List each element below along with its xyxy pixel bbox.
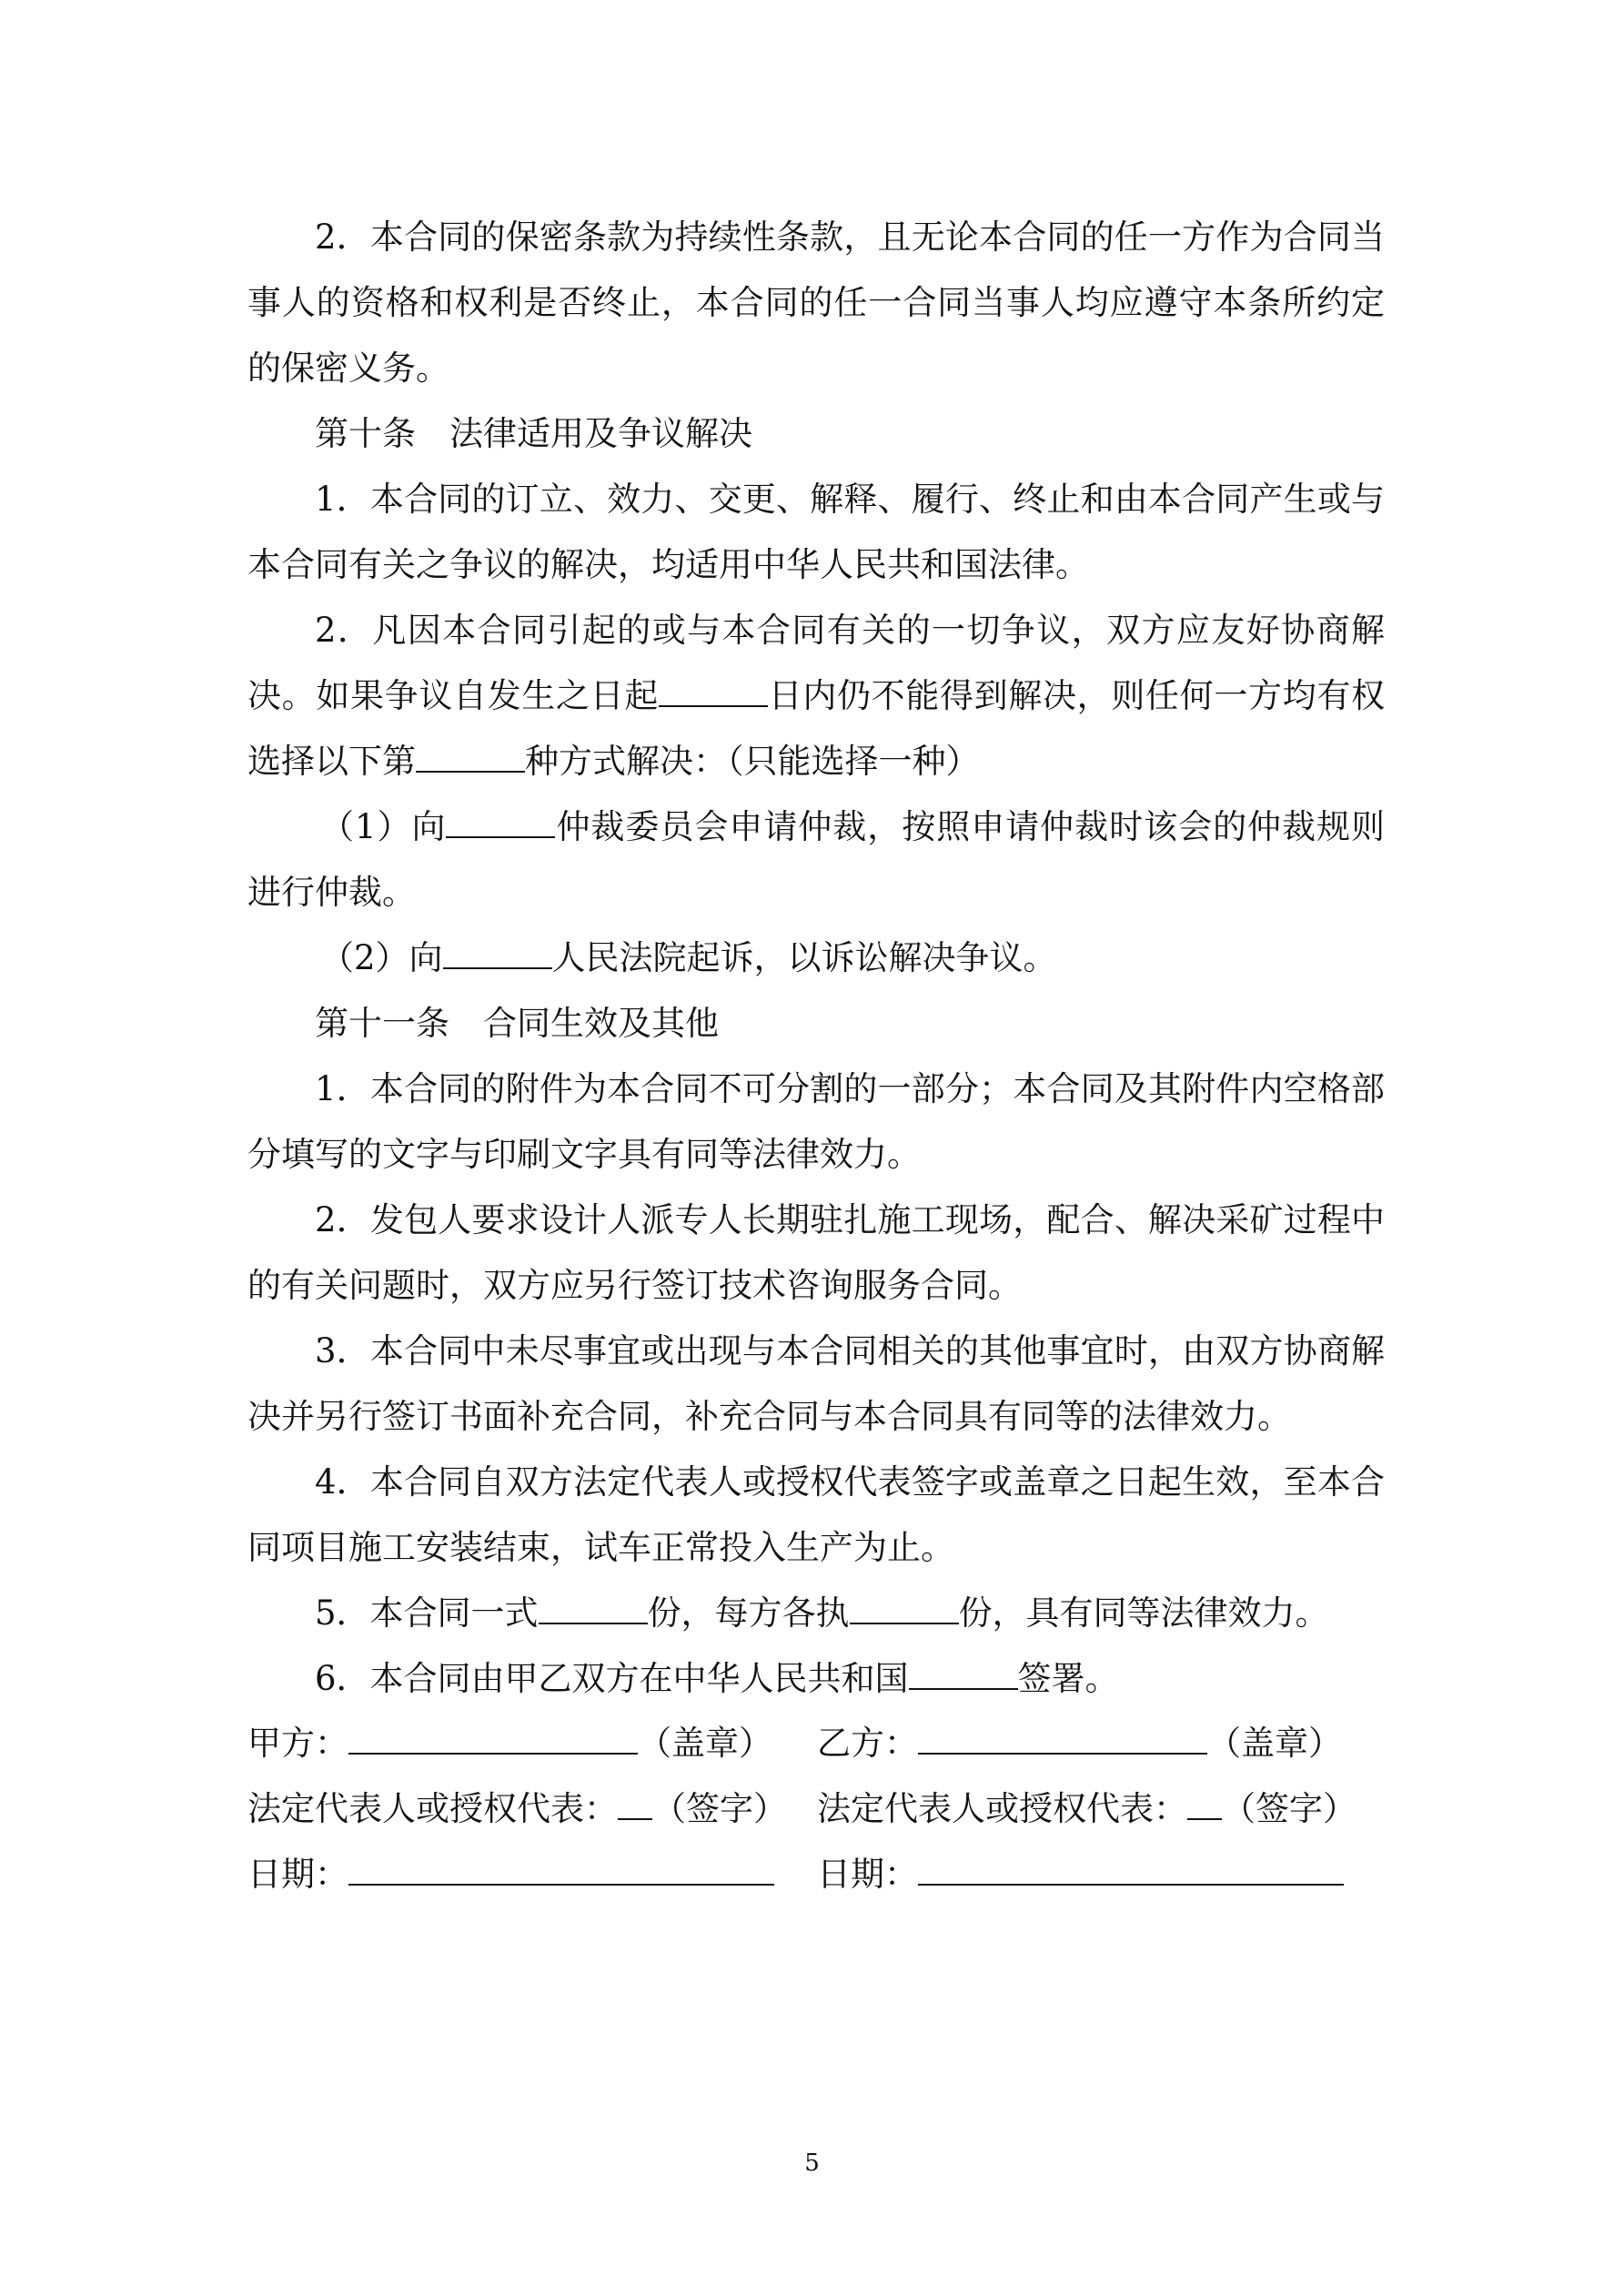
sign-label: （签字） — [652, 1789, 787, 1828]
option-litigation — [247, 925, 1385, 991]
blank-copies-each[interactable] — [850, 1595, 959, 1624]
party-b-label: 乙方： — [817, 1724, 918, 1763]
clause-text: 5．本合同一式 — [315, 1593, 539, 1633]
representative-label: 法定代表人或授权代表： — [817, 1789, 1187, 1828]
clause-text: 签署。 — [1017, 1659, 1119, 1698]
confidentiality-clause-2: 2．本合同的保密条款为持续性条款，且无论本合同的任一方作为合同当事人的资格和权利是否终止，本合同的任一合同当事人均应遵守本条所约定的保密义务。 — [247, 217, 1385, 388]
article-10-clause-2 — [247, 598, 1385, 794]
article-11-clause-1: 1．本合同的附件为本合同不可分割的一部分；本合同及其附件内空格部分填写的文字与印刷文字具有同等法律效力。 — [247, 1069, 1385, 1174]
party-b-field[interactable] — [918, 1725, 1207, 1755]
blank-sign-place[interactable] — [909, 1661, 1018, 1690]
party-a-signature-field[interactable] — [618, 1791, 652, 1820]
article-11-clause-5 — [247, 1581, 1385, 1646]
article-11-clause-3: 3．本合同中未尽事宜或出现与本合同相关的其他事宜时，由双方协商解决并另行签订书面补充合同，补充合同与本合同具有同等的法律效力。 — [247, 1331, 1385, 1436]
date-row — [247, 1842, 1385, 1907]
party-a — [247, 1711, 772, 1776]
article-11-clause-2: 2．发包人要求设计人派专人长期驻扎施工现场，配合、解决采矿过程中的有关问题时，双方应另行签订技术咨询服务合同。 — [247, 1200, 1385, 1305]
party-b-signature-field[interactable] — [1187, 1791, 1222, 1820]
party-b-representative — [817, 1776, 1357, 1842]
article-11-clause-6 — [247, 1646, 1385, 1712]
party-b-date — [817, 1842, 1344, 1907]
clause-text: 份，每方各执 — [647, 1593, 850, 1633]
party-a-label: 甲方： — [247, 1724, 348, 1763]
article-10-heading: 第十条 法律适用及争议解决 — [315, 414, 752, 453]
blank-days[interactable] — [659, 678, 768, 707]
signature-block — [247, 1711, 1385, 1907]
article-11-heading: 第十一条 合同生效及其他 — [315, 1004, 719, 1043]
blank-arbitration-body[interactable] — [446, 809, 555, 838]
date-label: 日期： — [817, 1855, 918, 1894]
party-a-date — [247, 1842, 774, 1907]
representative-row — [247, 1776, 1385, 1842]
option-text: （1）向 — [320, 807, 447, 846]
clause-text: 日内仍不能得到解决，则任何一方均有权选择以下第 — [247, 676, 1385, 781]
option-text: （2）向 — [320, 938, 443, 977]
contract-body — [247, 205, 1385, 1712]
option-text: 人民法院起诉，以诉讼解决争议。 — [551, 938, 1057, 977]
article-10-clause-1: 1．本合同的订立、效力、交更、解释、履行、终止和由本合同产生或与本合同有关之争议的解决，均适用中华人民共和国法律。 — [247, 480, 1385, 584]
page-number: 5 — [804, 2149, 820, 2177]
clause-text: 种方式解决：（只能选择一种） — [525, 742, 980, 781]
party-b-date-field[interactable] — [918, 1856, 1344, 1886]
clause-text: 份，具有同等法律效力。 — [958, 1593, 1329, 1633]
party-row — [247, 1711, 1385, 1776]
article-11-clause-4: 4．本合同自双方法定代表人或授权代表签字或盖章之日起生效，至本合同项目施工安装结束，试车正常投入生产为止。 — [247, 1462, 1385, 1567]
party-b — [817, 1711, 1342, 1776]
party-a-field[interactable] — [348, 1725, 638, 1755]
seal-label: （盖章） — [1207, 1724, 1342, 1763]
seal-label: （盖章） — [638, 1724, 772, 1763]
party-a-date-field[interactable] — [348, 1856, 774, 1886]
option-arbitration — [247, 794, 1385, 925]
blank-method[interactable] — [416, 743, 525, 773]
clause-text: 2．凡因本合同引起的或与本合同有关的一切争议，双方应友好协商解决。如果争议自发生之日起 — [247, 611, 1385, 715]
option-text: 仲裁委员会申请仲裁，按照申请仲裁时该会的仲裁规则进行仲裁。 — [247, 807, 1385, 912]
sign-label: （签字） — [1222, 1789, 1357, 1828]
party-a-representative — [247, 1776, 787, 1842]
representative-label: 法定代表人或授权代表： — [247, 1789, 618, 1828]
clause-text: 6．本合同由甲乙双方在中华人民共和国 — [315, 1659, 909, 1698]
date-label: 日期： — [247, 1855, 348, 1894]
blank-court[interactable] — [443, 940, 552, 969]
blank-copies-total[interactable] — [539, 1595, 648, 1624]
